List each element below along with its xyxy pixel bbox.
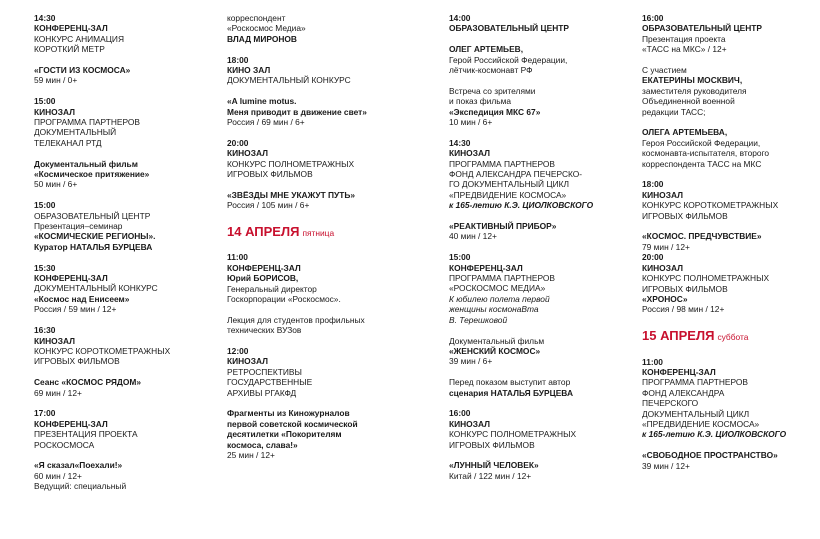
schedule-line: «ГОСТИ ИЗ КОСМОСА» [34,65,131,76]
schedule-line: ФОНД АЛЕКСАНДРА [642,387,725,398]
day-heading [227,224,422,240]
page-gutter [424,8,425,528]
spacer [642,346,814,356]
schedule-line: ДОКУМЕНТАЛЬНЫЙ ЦИКЛ [642,408,750,419]
schedule-line: «Экспедиция МКС 67» [449,106,541,117]
schedule-line: Генеральный директор [227,283,317,294]
schedule-line: Фрагменты из Киножурналов [227,408,350,419]
day-heading [642,328,814,344]
schedule-line: 50 мин / 6+ [34,179,78,190]
schedule-line: «ЗВЁЗДЫ МНЕ УКАЖУТ ПУТЬ» [227,189,356,200]
schedule-line: «Космос над Енисеем» [34,293,130,304]
schedule-line: и показ фильма [449,96,512,107]
schedule-line: КИНОЗАЛ [449,418,490,429]
schedule-line: 16:00 [642,13,664,23]
schedule-line: КОНФЕРЕНЦ-ЗАЛ [449,262,523,273]
schedule-line: космонавта-испытателя, второго [642,148,770,159]
schedule-line: 18:00 [642,179,664,190]
schedule-line: 17:00 [34,408,56,419]
schedule-line: КОНКУРС ПОЛНОМЕТРАЖНЫХ [642,273,770,284]
spacer [449,242,621,252]
schedule-line: «КОСМОС. ПРЕДЧУВСТВИЕ» [642,231,762,242]
schedule-line: ПРЕЗЕНТАЦИЯ ПРОЕКТА [34,429,138,440]
schedule-line: «ПРЕДВИДЕНИЕ КОСМОСА» [642,418,760,429]
schedule-line: сценария НАТАЛЬЯ БУРЦЕВА [449,387,573,398]
spacer [34,148,219,158]
schedule-line: КИНОЗАЛ [34,335,75,346]
schedule-line: КИНО ЗАЛ [227,65,271,76]
schedule-line: КИНОЗАЛ [642,189,683,200]
schedule-line: ОБРАЗОВАТЕЛЬНЫЙ ЦЕНТР [449,23,569,34]
schedule-line: корреспондент [227,13,286,23]
schedule-line: «Я сказал«Поехали!» [34,460,123,471]
schedule-line: ПРОГРАММА ПАРТНЕРОВ [642,377,749,388]
schedule-line: КОНФЕРЕНЦ-ЗАЛ [34,273,108,284]
schedule-line: заместителя руководителя [642,85,747,96]
schedule-line: редакции ТАСС; [642,106,706,117]
schedule-line: 15:00 [34,96,56,107]
schedule-line: 14:30 [34,13,56,23]
schedule-line: Россия / 105 мин / 6+ [227,200,310,211]
schedule-line: РОСКОСМОСА [34,439,95,450]
day-weekday: пятница [302,228,335,239]
schedule-line: 20:00 [642,252,664,263]
schedule-line: 15:30 [34,262,56,273]
schedule-line: ИГРОВЫХ ФИЛЬМОВ [227,169,313,180]
schedule-column-4 [642,13,814,471]
schedule-line: ИГРОВЫХ ФИЛЬМОВ [642,210,728,221]
schedule-line: 39 мин / 6+ [449,356,493,367]
schedule-line: десятилетки «Покорителям [227,429,342,440]
schedule-line: корреспондента ТАСС на МКС [642,158,762,169]
schedule-line: КИНОЗАЛ [34,106,75,117]
schedule-line: ТЕЛЕКАНАЛ РТД [34,137,102,148]
schedule-line: 25 мин / 12+ [227,450,275,461]
schedule-line: С участием [642,65,687,76]
spacer [449,398,621,408]
schedule-line: технических ВУЗов [227,325,302,336]
schedule-line: 15:00 [34,200,56,211]
schedule-line: к 165-летию К.Э. ЦИОЛКОВСКОГО [449,200,594,211]
spacer [34,315,219,325]
schedule-line: ДОКУМЕНТАЛЬНЫЙ КОНКУРС [34,283,158,294]
schedule-line: КОНКУРС ПОЛНОМЕТРАЖНЫХ [449,429,577,440]
schedule-column-3 [449,13,621,481]
schedule-line: ДОКУМЕНТАЛЬНЫЙ КОНКУРС [227,75,351,86]
schedule-line: ОБРАЗОВАТЕЛЬНЫЙ ЦЕНТР [34,210,151,221]
schedule-line: КОНКУРС АНИМАЦИЯ [34,33,124,44]
schedule-line: женщины космонаВта [449,304,539,315]
schedule-line: космоса, слава!» [227,439,298,450]
schedule-line: «РЕАКТИВНЫЙ ПРИБОР» [449,221,557,232]
schedule-line: ПРОГРАММА ПАРТНЕРОВ [34,117,141,128]
schedule-line: КОНКУРС ПОЛНОМЕТРАЖНЫХ [227,158,355,169]
schedule-line: КОНКУРС КОРОТКОМЕТРАЖНЫХ [34,345,171,356]
schedule-line: Россия / 69 мин / 6+ [227,117,305,128]
schedule-line: ПЕЧЕРСКОГО [642,398,699,409]
schedule-line: КИНОЗАЛ [449,148,490,159]
schedule-line: К юбилею полета первой [449,293,550,304]
schedule-line: Юрий БОРИСОВ, [227,273,299,284]
schedule-line: «СВОБОДНОЕ ПРОСТРАНСТВО» [642,450,778,461]
schedule-line: первой советской космической [227,418,358,429]
spacer [227,179,422,189]
spacer [449,127,621,137]
schedule-line: КОНФЕРЕНЦ-ЗАЛ [227,262,301,273]
schedule-line: «ЛУННЫЙ ЧЕЛОВЕК» [449,460,539,471]
schedule-line: ОЛЕГА АРТЕМЬЕВА, [642,127,728,138]
schedule-line: «A lumine motus. [227,96,297,107]
schedule-line: 79 мин / 12+ [642,241,690,252]
schedule-line: ДОКУМЕНТАЛЬНЫЙ [34,127,117,138]
schedule-line: ГОСУДАРСТВЕННЫЕ [227,377,313,388]
spacer [449,75,621,85]
schedule-line: Героя Российской Федерации, [642,137,761,148]
schedule-line: ИГРОВЫХ ФИЛЬМОВ [449,439,535,450]
schedule-line: КОНФЕРЕНЦ-ЗАЛ [34,418,108,429]
schedule-line: ИГРОВЫХ ФИЛЬМОВ [34,356,120,367]
schedule-line: КИНОЗАЛ [227,148,268,159]
schedule-line: 14:00 [449,13,471,23]
schedule-line: «ЖЕНСКИЙ КОСМОС» [449,345,541,356]
schedule-line: Госкорпорации «Роскосмос». [227,294,341,305]
schedule-line: 12:00 [227,346,249,357]
spacer [227,398,422,408]
spacer [227,127,422,137]
spacer [642,221,814,231]
schedule-line: 16:30 [34,325,56,336]
schedule-line: Объединенной военной [642,96,735,107]
schedule-line: ЕКАТЕРИНЫ МОСКВИЧ, [642,75,743,86]
schedule-line: Куратор НАТАЛЬЯ БУРЦЕВА [34,241,153,252]
schedule-line: КОНФЕРЕНЦ-ЗАЛ [34,23,108,34]
schedule-line: Перед показом выступит автор [449,377,571,388]
schedule-line: Сеанс «КОСМОС РЯДОМ» [34,377,142,388]
spacer [34,55,219,65]
schedule-line: 39 мин / 12+ [642,460,690,471]
spacer [642,117,814,127]
day-date: 15 АПРЕЛЯ [642,328,715,344]
schedule-line: 15:00 [449,252,471,263]
spacer [34,450,219,460]
spacer [449,450,621,460]
schedule-line: ФОНД АЛЕКСАНДРА ПЕЧЕРСКО- [449,169,583,180]
schedule-line: Документальный фильм [34,158,138,169]
schedule-line: 60 мин / 12+ [34,470,82,481]
schedule-column-2 [227,13,422,461]
schedule-line: ПРОГРАММА ПАРТНЕРОВ [449,273,556,284]
schedule-line: «ХРОНОС» [642,293,688,304]
schedule-line: 20:00 [227,137,249,148]
schedule-line: Меня приводит в движение свет» [227,106,367,117]
spacer [34,86,219,96]
schedule-line: 16:00 [449,408,471,419]
spacer [34,398,219,408]
day-date: 14 АПРЕЛЯ [227,224,300,240]
schedule-line: к 165-летию К.Э. ЦИОЛКОВСКОГО [642,429,787,440]
spacer [227,211,422,221]
schedule-line: Документальный фильм [449,335,545,346]
schedule-line: 18:00 [227,54,249,65]
schedule-line: «ТАСС на МКС» / 12+ [642,44,727,55]
spacer [642,315,814,325]
spacer [449,211,621,221]
schedule-line: КОРОТКИЙ МЕТР [34,44,105,55]
schedule-line: ОЛЕГ АРТЕМЬЕВ, [449,44,524,55]
schedule-line: Россия / 59 мин / 12+ [34,304,117,315]
spacer [227,304,422,314]
schedule-line: 40 мин / 12+ [449,231,497,242]
schedule-line: КОНФЕРЕНЦ-ЗАЛ [642,366,716,377]
schedule-line: ГО ДОКУМЕНТАЛЬНЫЙ ЦИКЛ [449,179,569,190]
schedule-line: ИГРОВЫХ ФИЛЬМОВ [642,283,728,294]
schedule-line: лётчик-космонавт РФ [449,65,533,76]
schedule-line: «КОСМИЧЕСКИЕ РЕГИОНЫ». [34,231,156,242]
schedule-line: 14:30 [449,137,471,148]
spacer [34,252,219,262]
schedule-line: «Роскосмос Медиа» [227,23,306,34]
schedule-line: Встреча со зрителями [449,85,536,96]
schedule-line: «ПРЕДВИДЕНИЕ КОСМОСА» [449,189,567,200]
schedule-line: 11:00 [227,252,248,263]
spacer [642,169,814,179]
schedule-line: Россия / 98 мин / 12+ [642,304,725,315]
schedule-column-1 [34,13,219,492]
spacer [449,325,621,335]
schedule-line: 10 мин / 6+ [449,117,493,128]
schedule-line: КИНОЗАЛ [227,356,268,367]
spacer [642,440,814,450]
schedule-line: Китай / 122 мин / 12+ [449,470,532,481]
schedule-line: «Космическое притяжение» [34,169,150,180]
spacer [642,55,814,65]
day-weekday: суббота [717,332,749,343]
schedule-line: АРХИВЫ РГАКФД [227,387,297,398]
spacer [227,86,422,96]
spacer [449,34,621,44]
spacer [449,367,621,377]
schedule-line: 11:00 [642,356,663,367]
schedule-line: РЕТРОСПЕКТИВЫ [227,366,302,377]
schedule-line: Лекция для студентов профильных [227,314,365,325]
schedule-line: «РОСКОСМОС МЕДИА» [449,283,546,294]
schedule-line: ОБРАЗОВАТЕЛЬНЫЙ ЦЕНТР [642,23,762,34]
schedule-line: Презентация–семинар [34,221,123,232]
schedule-line: 59 мин / 0+ [34,75,78,86]
schedule-line: ПРОГРАММА ПАРТНЕРОВ [449,158,556,169]
schedule-line: Презентация проекта [642,33,726,44]
spacer [227,44,422,54]
spacer [227,242,422,252]
schedule-line: КОНКУРС КОРОТКОМЕТРАЖНЫХ [642,200,779,211]
spacer [34,367,219,377]
schedule-line: 69 мин / 12+ [34,387,82,398]
schedule-line: Ведущий: специальный [34,481,127,492]
schedule-line: В. Терешковой [449,314,508,325]
schedule-line: Герой Российской Федерации, [449,54,568,65]
spacer [227,336,422,346]
schedule-line: КИНОЗАЛ [642,262,683,273]
spacer [34,190,219,200]
schedule-line: ВЛАД МИРОНОВ [227,33,297,44]
